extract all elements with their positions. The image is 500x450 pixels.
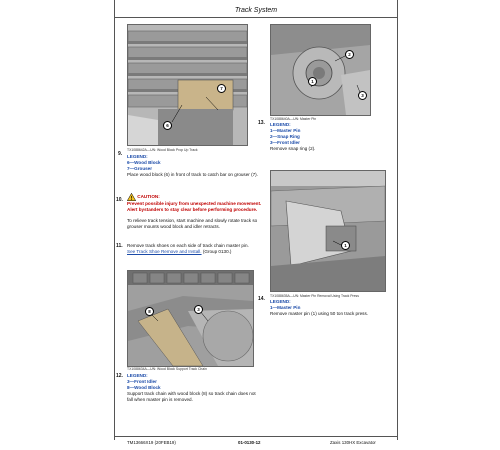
photo-track-press-illustration xyxy=(271,171,385,291)
legend-item: 3—Front Idler xyxy=(127,379,157,384)
callout-6: 6 xyxy=(163,121,172,130)
photo4-caption: TX1088635A—UN: Master Pin Removal Using Track Press xyxy=(270,294,359,298)
callout-3b: 3 xyxy=(358,91,367,100)
footer-page-number: 01-0130-12 xyxy=(238,440,261,445)
legend-item: 8—Wood Block xyxy=(127,385,161,390)
step-13-number: 13. xyxy=(258,120,265,126)
caution-text: Prevent possible injury from unexpected machine movement. Alert bystanders to stay clear before performing procedure. xyxy=(127,201,262,212)
legend-item: 6—Wood Block xyxy=(127,160,161,165)
legend-item: 2—Snap Ring xyxy=(270,134,300,139)
step-13-block xyxy=(270,122,390,152)
photo-wood-block-grouser-illustration xyxy=(128,25,247,145)
callout-7: 7 xyxy=(217,84,226,93)
step-14-block xyxy=(270,299,390,317)
header-divider xyxy=(114,17,398,18)
photo-wood-block-grouser xyxy=(127,24,248,146)
legend-item: 1—Master Pin xyxy=(270,305,301,310)
legend-item: 7—Grouser xyxy=(127,166,153,171)
photo1-caption: TX1088642A—UN: Wood Block Prop Up Track xyxy=(127,148,198,152)
photo2-caption: TX1088634A—UN: Wood Block Support Track Chain xyxy=(127,367,207,371)
track-shoe-link[interactable]: See Track Shoe Remove and Install. xyxy=(127,249,202,254)
step-14-number: 14. xyxy=(258,296,265,302)
callout-1: 1 xyxy=(308,77,317,86)
step-12-legend-title: LEGEND: xyxy=(127,373,148,378)
photo-master-pin xyxy=(270,24,371,116)
caution-warning-icon xyxy=(127,193,136,201)
legend-item: 3—Front Idler xyxy=(270,140,300,145)
photo-master-pin-illustration xyxy=(271,25,370,115)
callout-3: 3 xyxy=(194,305,203,314)
step-12-text: Support track chain with wood block (8) so track chain does not fall when master pin is removed. xyxy=(127,391,256,402)
photo-track-press xyxy=(270,170,386,292)
step-11-number: 11. xyxy=(116,243,123,249)
step-9-text: Place wood block (6) in front of track to catch bar on grouser (7). xyxy=(127,172,258,177)
step-13-legend-title: LEGEND: xyxy=(270,122,291,127)
step-9-number: 9. xyxy=(118,151,123,157)
caution-header xyxy=(127,193,262,201)
photo-wood-block-support-illustration xyxy=(128,271,253,366)
step-10-number: 10. xyxy=(116,197,123,203)
photo-wood-block-support xyxy=(127,270,254,367)
callout-1b: 1 xyxy=(341,241,350,250)
step-10-text: To relieve track tension, start machine and slowly rotate track so grouser mounts wood block and idler retracts. xyxy=(127,218,258,229)
step-14-legend-title: LEGEND: xyxy=(270,299,291,304)
step-13-text: Remove snap ring (2). xyxy=(270,146,316,151)
step-12-block xyxy=(127,373,262,403)
section-title: Track System xyxy=(234,7,278,14)
svg-text:!: ! xyxy=(130,196,133,201)
step-11-text: Remove track shoes on each side of track chain master pin. xyxy=(127,243,249,248)
legend-item: 1—Master Pin xyxy=(270,128,301,133)
step-10-block xyxy=(127,193,262,230)
footer-model: Zaxis 130HX Excavator xyxy=(330,440,376,445)
step-9-block xyxy=(127,154,262,178)
step-12-number: 12. xyxy=(116,373,123,379)
footer-divider xyxy=(114,436,398,437)
callout-8: 8 xyxy=(145,307,154,316)
caution-label: CAUTION: xyxy=(137,194,160,200)
step-11-ref: (Group 0130.) xyxy=(202,249,232,254)
step-9-legend-title: LEGEND: xyxy=(127,154,148,159)
footer-doc-id: TM13666X19 (20FEB19) xyxy=(127,440,176,445)
step-14-text: Remove master pin (1) using 50 ton track press. xyxy=(270,311,369,316)
callout-2: 2 xyxy=(345,50,354,59)
photo3-caption: TX1088640A—UN: Master Pin xyxy=(270,117,317,121)
step-11-block xyxy=(127,243,262,255)
